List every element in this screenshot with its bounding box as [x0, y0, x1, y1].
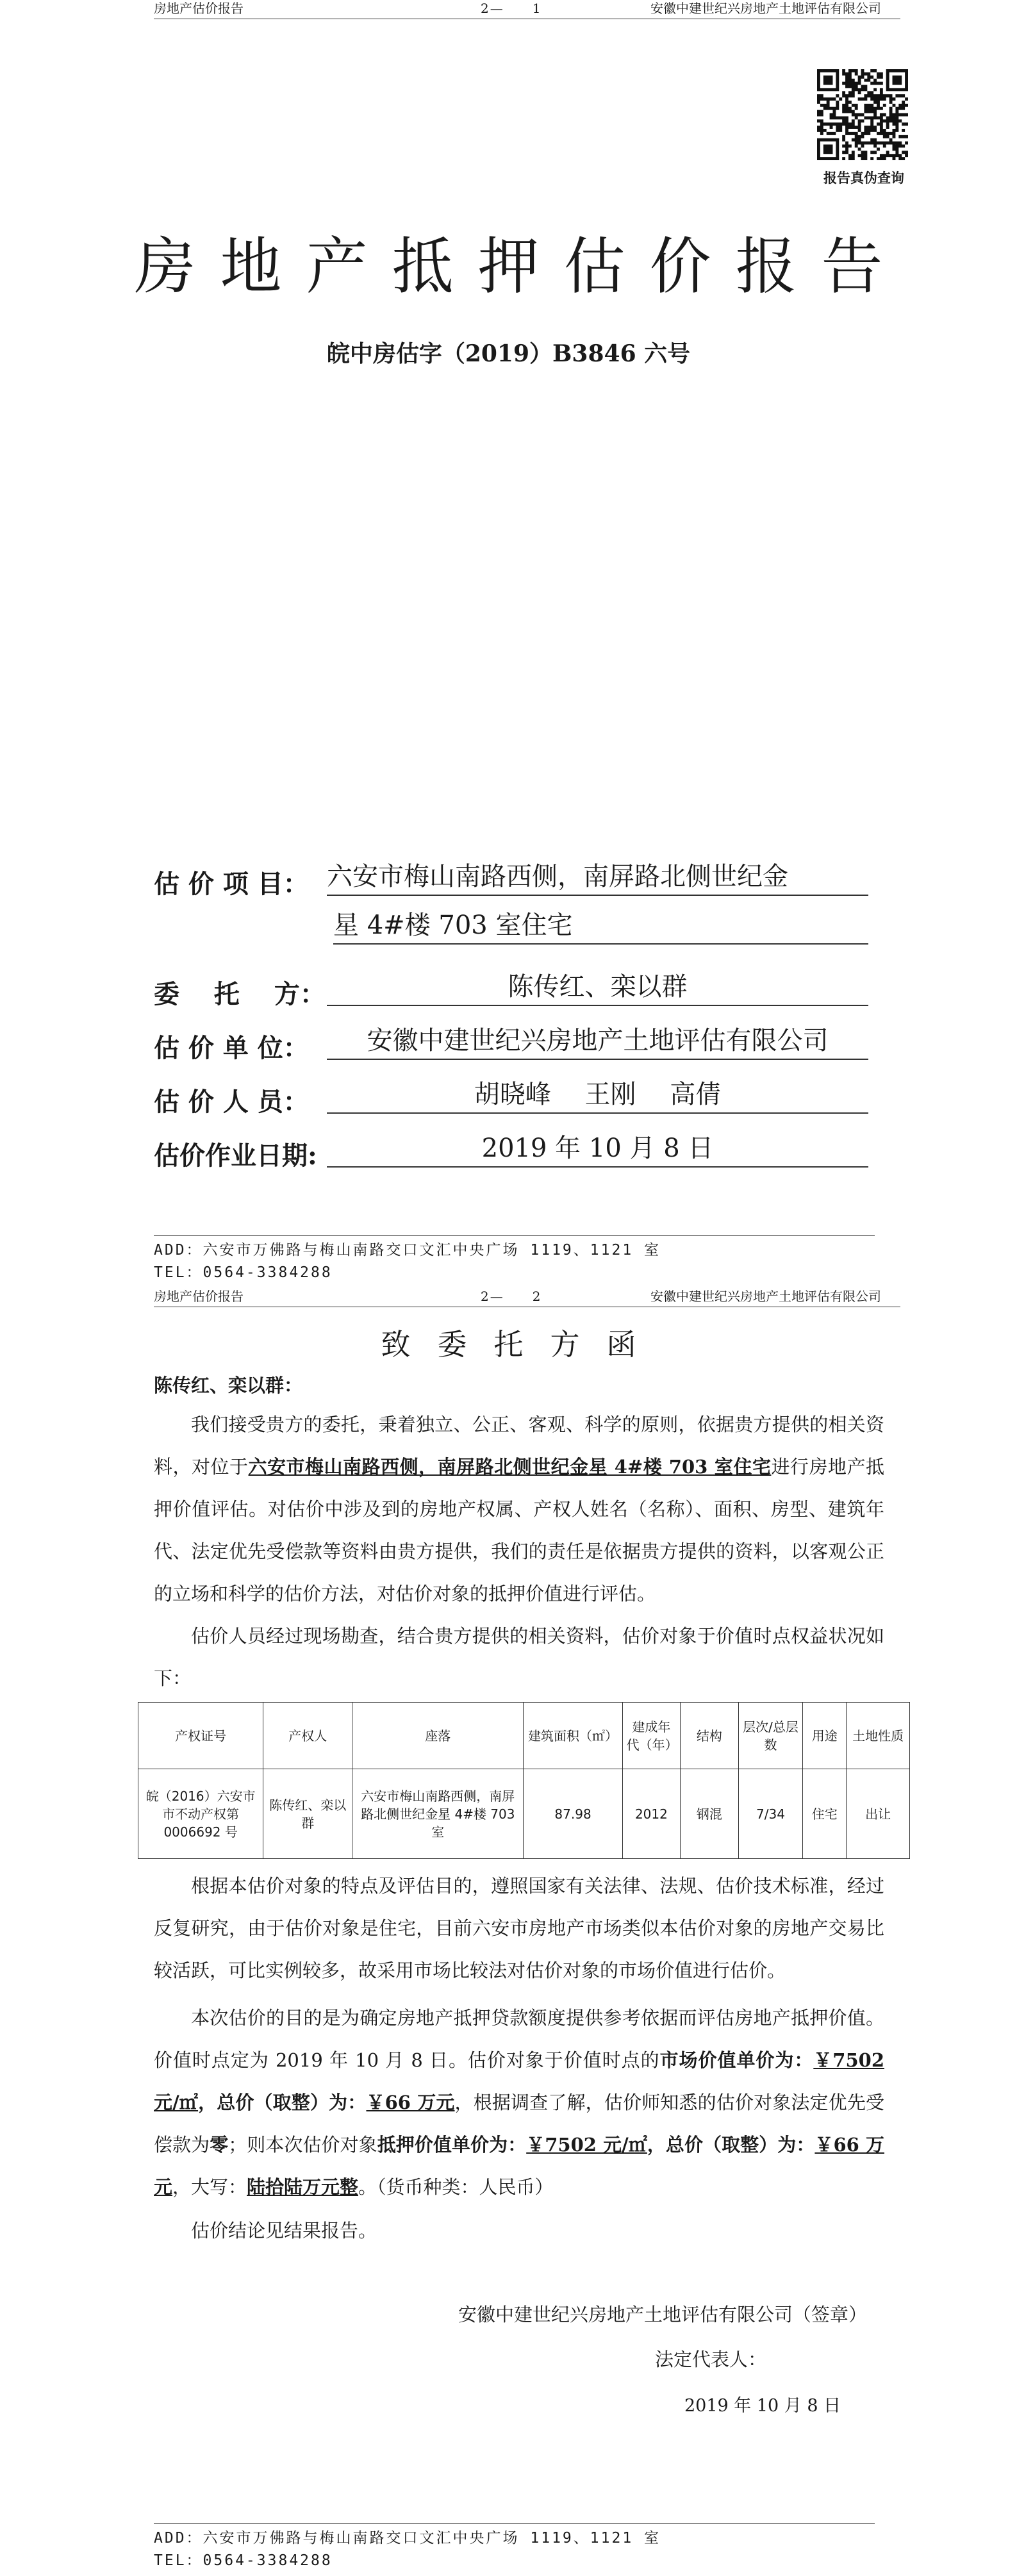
p4-text: 。（货币种类：人民币） — [358, 2176, 554, 2198]
date-value: 2019 年 10 月 8 日 — [327, 1132, 868, 1168]
table-header-row — [138, 1703, 910, 1769]
p4-market-total: ￥66 万元 — [366, 2092, 455, 2113]
table-cell-year: 2012 — [622, 1769, 680, 1859]
client-label: 委 托 方： — [154, 979, 326, 1009]
footer-phone: TEL：0564-3384288 — [154, 2552, 333, 2569]
header-company: 安徽中建世纪兴房地产土地评估有限公司 — [650, 1289, 881, 1304]
footer-address: ADD：六安市万佛路与梅山南路交口文汇中央广场 1119、1121 室 — [154, 2530, 661, 2547]
table-header-cell: 座落 — [352, 1703, 524, 1769]
header-left: 房地产估价报告 — [154, 1289, 244, 1304]
qr-caption: 报告真伪查询 — [823, 170, 904, 186]
footer-divider — [154, 2523, 875, 2524]
table-cell-structure: 钢混 — [681, 1769, 738, 1859]
p4-mortgage-total: ￥66 万元 — [154, 2134, 884, 2198]
staff-value: 胡晓峰 王刚 高倩 — [327, 1078, 868, 1114]
table-header-cell: 用途 — [803, 1703, 847, 1769]
p4-text: ；则本次估价对象 — [228, 2134, 377, 2156]
letter-paragraph-3: 根据本估价对象的特点及评估目的，遵照国家有关法律、法规、估价技术标准，经过反复研究，由于估价对象是住宅，目前六安市房地产市场类似本估价对象的房地产交易比较活跃，可比实例较多，故采用市场比较法对估价对象的市场价值进行估价。 — [154, 1875, 884, 1981]
signature-representative: 法定代表人： — [655, 2349, 767, 2370]
table-cell-land: 出让 — [847, 1769, 910, 1859]
table-header-cell: 建筑面积（㎡） — [524, 1703, 622, 1769]
table-header-cell: 产权人 — [263, 1703, 352, 1769]
qr-modules — [817, 69, 908, 160]
footer-divider — [154, 1235, 875, 1236]
page-header — [154, 0, 900, 19]
date-label: 估价作业日期: — [154, 1141, 317, 1171]
document-number: 皖中房估字（2019）B3846 六号 — [326, 340, 691, 367]
table-header-cell: 土地性质 — [847, 1703, 910, 1769]
header-left: 房地产估价报告 — [154, 1, 244, 16]
page-header — [154, 1288, 900, 1307]
table-cell-cert: 皖（2016）六安市市不动产权第 0006692 号 — [138, 1769, 263, 1859]
p4-market-total-label: ，总价（取整）为： — [198, 2092, 367, 2113]
table-row — [138, 1769, 910, 1859]
p4-text: ，大写： — [172, 2176, 247, 2198]
signature-date: 2019 年 10 月 8 日 — [684, 2396, 841, 2416]
p4-market-unit-price: ￥7502 元/㎡ — [154, 2049, 884, 2113]
p4-text: ，根据调查了解，估价师知悉的估价对象法定优先受偿款为 — [154, 2092, 884, 2156]
report-title: 房地产抵押估价报告 — [134, 231, 907, 302]
unit-value: 安徽中建世纪兴房地产土地评估有限公司 — [327, 1024, 868, 1060]
header-company: 安徽中建世纪兴房地产土地评估有限公司 — [650, 1, 881, 16]
table-header-cell: 层次/总层数 — [738, 1703, 803, 1769]
p4-mortgage-total-label: ，总价（取整）为： — [647, 2134, 815, 2156]
table-cell-owner: 陈传红、栾以群 — [263, 1769, 352, 1859]
letter-paragraph-2: 估价人员经过现场勘查，结合贵方提供的相关资料，估价对象于价值时点权益状况如下： — [154, 1625, 884, 1689]
table-cell-floor: 7/34 — [738, 1769, 803, 1859]
staff-label: 估 价 人 员： — [154, 1087, 309, 1117]
letter-page — [0, 1288, 1017, 2576]
p1-property-address: 六安市梅山南路西侧，南屏路北侧世纪金星 4#楼 703 室住宅 — [248, 1456, 772, 1478]
table-header-cell: 产权证号 — [138, 1703, 263, 1769]
project-value-line1: 六安市梅山南路西侧，南屏路北侧世纪金 — [327, 860, 868, 896]
letter-title: 致委托方函 — [381, 1327, 663, 1362]
table-cell-area: 87.98 — [524, 1769, 622, 1859]
p4-market-label: 市场价值单价为： — [659, 2049, 814, 2071]
p4-amount-in-words: 陆拾陆万元整 — [247, 2176, 359, 2198]
client-value: 陈传红、栾以群 — [327, 970, 868, 1006]
table-header-cell: 结构 — [681, 1703, 738, 1769]
table-header-cell: 建成年代（年） — [622, 1703, 680, 1769]
letter-salutation: 陈传红、栾以群： — [154, 1375, 303, 1396]
header-page-number: 2— 2 — [481, 1289, 542, 1304]
letter-paragraph-5: 估价结论见结果报告。 — [191, 2220, 377, 2242]
p1-text-a: 我们接受贵方的委托，秉着独立、公正、客观、科学的原则，依据贵方提供的相关资料，对位于 — [154, 1414, 884, 1478]
project-label: 估 价 项 目： — [154, 869, 309, 899]
letter-paragraph-1 — [154, 1403, 884, 1615]
table-cell-use: 住宅 — [803, 1769, 847, 1859]
p4-mortgage-label: 抵押价值单价为： — [377, 2134, 527, 2156]
qr-code-icon[interactable] — [817, 69, 908, 160]
property-table — [138, 1702, 910, 1859]
unit-label: 估 价 单 位： — [154, 1033, 309, 1063]
project-value-line2: 星 4#楼 703 室住宅 — [333, 909, 868, 945]
footer-address: ADD：六安市万佛路与梅山南路交口文汇中央广场 1119、1121 室 — [154, 1242, 661, 1259]
letter-paragraph-4 — [154, 1997, 884, 2208]
header-page-number: 2— 1 — [481, 1, 542, 16]
footer-phone: TEL：0564-3384288 — [154, 1264, 333, 1281]
p4-priority-amount: 零 — [210, 2134, 229, 2156]
p4-mortgage-unit-price: ￥7502 元/㎡ — [526, 2134, 647, 2156]
signature-company: 安徽中建世纪兴房地产土地评估有限公司（签章） — [458, 2304, 868, 2325]
p1-text-c: 进行房地产抵押价值评估。对估价中涉及到的房地产权属、产权人姓名（名称）、面积、房型、建筑年代、法定优先受偿款等资料由贵方提供，我们的责任是依据贵方提供的资料，以客观公正的立场和科学的估价方法，对估价对象的抵押价值进行评估。 — [154, 1456, 884, 1605]
table-cell-location: 六安市梅山南路西侧，南屏路北侧世纪金星 4#楼 703 室 — [352, 1769, 524, 1859]
p4-text: 本次估价的目的是为确定房地产抵押贷款额度提供参考依据而评估房地产抵押价值。价值时点定为 2019 年 10 月 8 日。估价对象于价值时点的 — [154, 2007, 884, 2071]
